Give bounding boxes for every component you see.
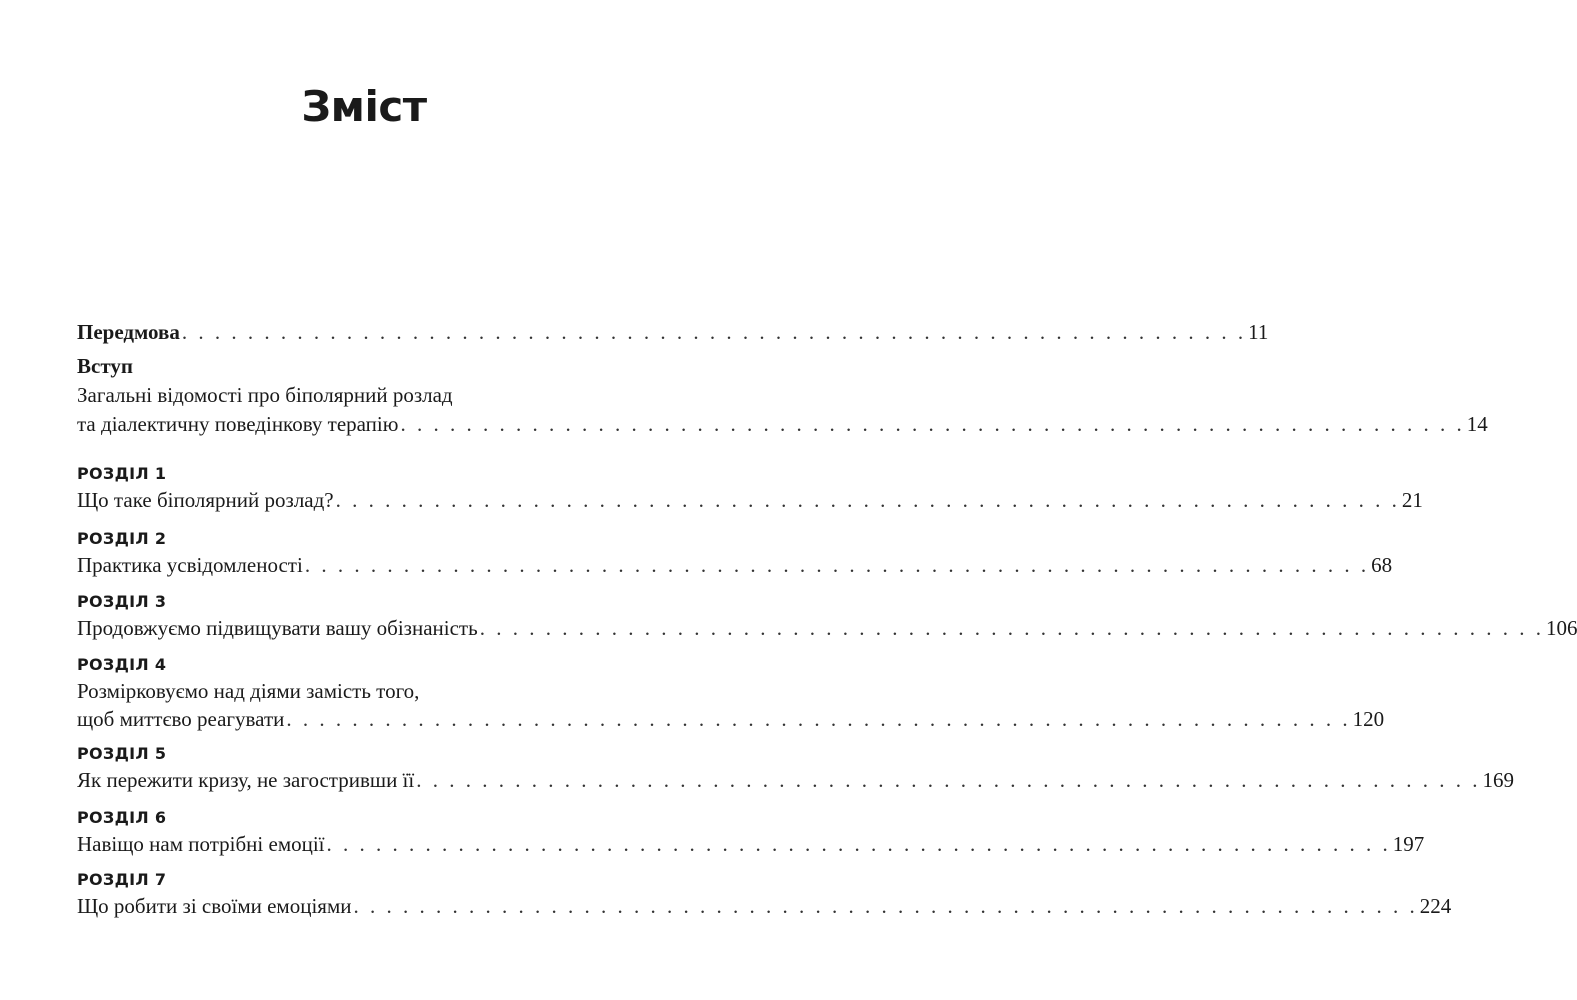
chapter-heading: РОЗДІЛ 1 [77,464,167,483]
dot-leader: . . . . . . . . . . . . . . . . . . . . . . . . . . . . . . . . . . . . . . . . . . . . . . . . . . . . . . . . . . . . . . . . . [416,768,1481,792]
toc-page-number: 68 [1371,553,1393,577]
toc-entry-preface[interactable] [77,317,1269,347]
toc-page-number: 106 [1545,616,1577,640]
toc-intro-heading: Вступ [77,354,133,378]
toc-entry-title: Практика усвідомленості [77,553,303,577]
toc-entry-title: Що робити зі своїми емоціями [77,894,352,918]
toc-entry-title: та діалектичну поведінкову терапію [77,412,399,436]
chapter-heading: РОЗДІЛ 3 [77,592,167,611]
dot-leader: . . . . . . . . . . . . . . . . . . . . . . . . . . . . . . . . . . . . . . . . . . . . . . . . . . . . . . . . . . . . . . . . . [286,707,1351,731]
toc-entry-title: Продовжуємо підвищувати вашу обізнаність [77,616,478,640]
toc-page-number: 21 [1401,488,1423,512]
toc-entry-title: Що таке біполярний розлад? [77,488,334,512]
toc-page-number: 224 [1419,894,1452,918]
toc-page-number: 197 [1392,832,1425,856]
toc-entry-chapter-4[interactable] [77,704,1385,734]
chapter-heading: РОЗДІЛ 4 [77,655,167,674]
toc-entry-chapter-2[interactable] [77,550,1393,580]
chapter-heading: РОЗДІЛ 2 [77,529,167,548]
toc-page-number: 120 [1352,707,1385,731]
toc-entry-intro[interactable] [77,409,1488,439]
dot-leader: . . . . . . . . . . . . . . . . . . . . . . . . . . . . . . . . . . . . . . . . . . . . . . . . . . . . . . . . . . . . . . . . . [353,894,1418,918]
dot-leader: . . . . . . . . . . . . . . . . . . . . . . . . . . . . . . . . . . . . . . . . . . . . . . . . . . . . . . . . . . . . . . . . . [479,616,1544,640]
toc-entry-chapter-5[interactable] [77,765,1514,795]
page-title: Зміст [301,82,427,131]
toc-entry-chapter-7[interactable] [77,891,1452,921]
toc-page-number: 14 [1466,412,1488,436]
toc-entry-chapter-6[interactable] [77,829,1425,859]
toc-entry-title[interactable]: Розмірковуємо над діями замість того, [77,679,420,703]
toc-entry-title[interactable]: Загальні відомості про біполярний розлад [77,383,453,407]
toc-entry-title: Навіщо нам потрібні емоції [77,832,325,856]
dot-leader: . . . . . . . . . . . . . . . . . . . . . . . . . . . . . . . . . . . . . . . . . . . . . . . . . . . . . . . . . . . . . . . . . [326,832,1391,856]
toc-page-number: 169 [1482,768,1514,792]
chapter-heading: РОЗДІЛ 7 [77,870,167,889]
toc-entry-chapter-3[interactable] [77,613,1577,643]
dot-leader: . . . . . . . . . . . . . . . . . . . . . . . . . . . . . . . . . . . . . . . . . . . . . . . . . . . . . . . . . . . . . . . . . [400,412,1465,436]
toc-entry-title: щоб миттєво реагувати [77,707,285,731]
toc-entry-title: Як пережити кризу, не загостривши її [77,768,415,792]
toc-entry-title: Передмова [77,320,180,344]
toc-page-number: 11 [1248,320,1269,344]
toc-entry-chapter-1[interactable] [77,485,1423,515]
dot-leader: . . . . . . . . . . . . . . . . . . . . . . . . . . . . . . . . . . . . . . . . . . . . . . . . . . . . . . . . . . . . . . . . . [181,320,1247,344]
dot-leader: . . . . . . . . . . . . . . . . . . . . . . . . . . . . . . . . . . . . . . . . . . . . . . . . . . . . . . . . . . . . . . . . . [304,553,1370,577]
dot-leader: . . . . . . . . . . . . . . . . . . . . . . . . . . . . . . . . . . . . . . . . . . . . . . . . . . . . . . . . . . . . . . . . . [335,488,1400,512]
chapter-heading: РОЗДІЛ 5 [77,744,167,763]
chapter-heading: РОЗДІЛ 6 [77,808,167,827]
